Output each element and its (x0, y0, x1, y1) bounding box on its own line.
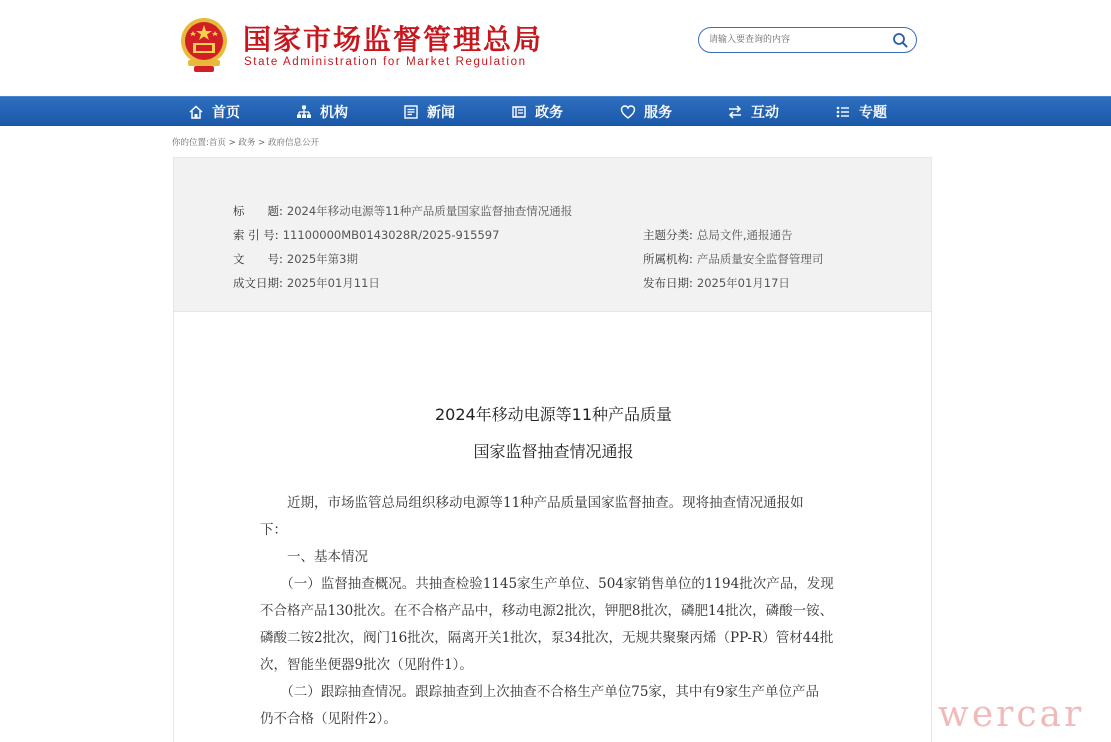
breadcrumb-separator: > (228, 138, 236, 148)
breadcrumb-home[interactable]: 首页 (208, 138, 226, 148)
meta-docno-row (233, 251, 358, 267)
nav-item-news[interactable]: 新闻 (403, 97, 455, 127)
body-line: 不合格产品130批次。在不合格产品中，移动电源2批次，钾肥8批次，磷肥14批次，磷酸一铵、 (260, 603, 834, 619)
meta-published-row (643, 275, 790, 291)
nav-item-home[interactable]: 首页 (188, 97, 240, 127)
topic-icon (835, 104, 851, 120)
meta-org-row (643, 251, 823, 267)
document-meta-box (173, 157, 932, 312)
meta-title-row (233, 203, 572, 219)
meta-created-value: 2025年01月11日 (286, 276, 380, 290)
body-line: 下： (260, 522, 287, 538)
nav-item-org[interactable]: 机构 (296, 97, 348, 127)
meta-created-row (233, 275, 380, 291)
section-heading: 一、基本情况 (260, 549, 368, 565)
nav-item-service[interactable]: 服务 (620, 97, 672, 127)
meta-published-label: 发布日期: (643, 276, 693, 290)
heart-icon (620, 104, 636, 120)
meta-org-label: 所属机构: (643, 252, 693, 266)
home-icon (188, 104, 204, 120)
breadcrumb-separator: > (258, 138, 266, 148)
meta-index-label: 索 引 号: (233, 228, 279, 242)
search-box (698, 27, 917, 53)
breadcrumb-affairs[interactable]: 政务 (238, 138, 256, 148)
meta-created-label: 成文日期: (233, 276, 283, 290)
body-line: 仍不合格（见附件2）。 (260, 711, 397, 727)
document-title-line-1: 2024年移动电源等11种产品质量 (434, 405, 673, 424)
meta-topic-row (643, 227, 793, 243)
meta-title-value: 2024年移动电源等11种产品质量国家监督抽查情况通报 (286, 204, 573, 218)
breadcrumb-prefix: 你的位置: (172, 138, 209, 148)
site-title[interactable]: 国家市场监督管理总局 (243, 23, 544, 56)
meta-published-value: 2025年01月17日 (696, 276, 790, 290)
nav-item-topic[interactable]: 专题 (835, 97, 887, 127)
body-line: 磷酸二铵2批次，阀门16批次，隔离开关1批次，泵34批次，无规共聚聚丙烯（PP-R）管材44批 (260, 630, 834, 646)
document-content (173, 312, 932, 742)
search-icon[interactable] (892, 32, 908, 48)
news-icon (403, 104, 419, 120)
document-title-line-2: 国家监督抽查情况通报 (473, 442, 634, 461)
meta-docno-value: 2025年第3期 (286, 252, 358, 266)
meta-org-value: 产品质量安全监督管理司 (696, 252, 824, 266)
national-emblem-icon[interactable] (178, 16, 230, 74)
meta-index-row (233, 227, 499, 243)
breadcrumb-gov-info[interactable]: 政府信息公开 (267, 138, 319, 148)
body-line: 近期，市场监管总局组织移动电源等11种产品质量国家监督抽查。现将抽查情况通报如 (260, 495, 804, 511)
meta-index-value: 11100000MB0143028R/2025-915597 (282, 228, 500, 242)
meta-topic-value: 总局文件,通报通告 (696, 228, 793, 242)
site-header (0, 0, 1111, 96)
nav-item-interact[interactable]: 互动 (727, 97, 779, 127)
site-title-english[interactable]: State Administration for Market Regulation (244, 56, 527, 68)
meta-docno-label: 文 号: (233, 252, 283, 266)
nav-item-affairs[interactable]: 政务 (511, 97, 563, 127)
body-line: 次，智能坐便器9批次（见附件1）。 (260, 657, 473, 673)
body-line: （一）监督抽查概况。共抽查检验1145家生产单位、504家销售单位的1194批次产品，发现 (260, 576, 834, 592)
meta-title-label: 标 题: (233, 204, 283, 218)
meta-topic-label: 主题分类: (643, 228, 693, 242)
body-line: （二）跟踪抽查情况。跟踪抽查到上次抽查不合格生产单位75家，其中有9家生产单位产品 (260, 684, 820, 700)
breadcrumb (172, 136, 319, 148)
affairs-icon (511, 104, 527, 120)
watermark: wercar (938, 694, 1085, 735)
interact-icon (727, 104, 743, 120)
search-input[interactable] (709, 32, 884, 48)
org-icon (296, 104, 312, 120)
main-nav (0, 96, 1111, 126)
